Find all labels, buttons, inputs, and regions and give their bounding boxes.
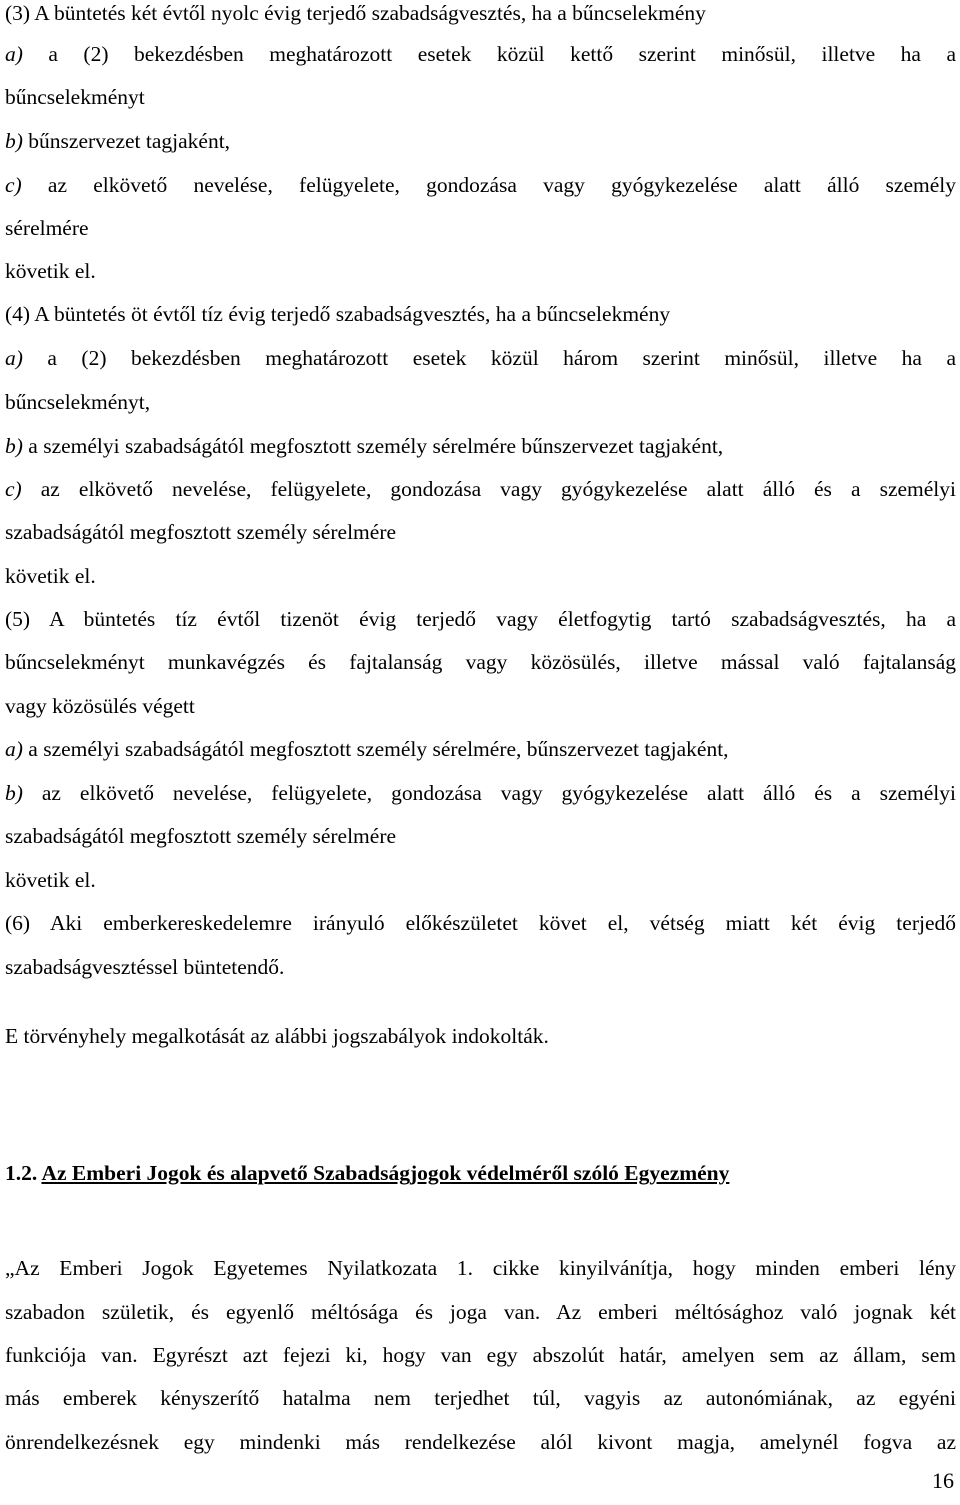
text-line-s5-3 bbox=[5, 693, 956, 719]
item-label: b) bbox=[5, 434, 23, 458]
text-line-s5-a bbox=[5, 736, 956, 762]
text-line-s4-intro bbox=[5, 301, 956, 327]
text-line-p-5 bbox=[5, 1429, 956, 1455]
item-label: c) bbox=[5, 173, 22, 197]
line-text: az elkövető nevelése, felügyelete, gondozása vagy gyógykezelése alatt álló személy bbox=[21, 173, 956, 197]
text-line-s3-end bbox=[5, 258, 956, 284]
line-text: bűncselekményt, bbox=[5, 390, 151, 414]
text-line-s3-a-2 bbox=[5, 84, 956, 110]
text-line-s6-2 bbox=[5, 954, 956, 980]
line-text: szabadságától megfosztott személy sérelmére bbox=[5, 520, 397, 544]
line-text: az elkövető nevelése, felügyelete, gondozása vagy gyógykezelése alatt álló és a személyi bbox=[21, 477, 956, 501]
text-line-p-4 bbox=[5, 1385, 956, 1411]
line-text: a személyi szabadságától megfosztott személy sérelmére, bűnszervezet tagjaként, bbox=[22, 737, 729, 761]
text-line-s3-b bbox=[5, 128, 956, 154]
text-line-s5-1 bbox=[5, 606, 956, 632]
line-text: a személyi szabadságától megfosztott személy sérelmére bűnszervezet tagjaként, bbox=[22, 434, 724, 458]
line-text: a (2) bekezdésben meghatározott esetek közül három szerint minősül, illetve ha a bbox=[22, 346, 956, 370]
line-text: szabadon születik, és egyenlő méltósága és joga van. Az emberi méltósághoz való jognak két bbox=[5, 1300, 956, 1324]
line-text: követik el. bbox=[5, 564, 96, 588]
text-line-s4-a-2 bbox=[5, 389, 956, 415]
line-text: szabadságától megfosztott személy sérelmére bbox=[5, 824, 397, 848]
text-line-s3-a-1 bbox=[5, 41, 956, 67]
text-line-s4-c-2 bbox=[5, 519, 956, 545]
line-text: (6) Aki emberkereskedelemre irányuló előkészületet követ el, vétség miatt két évig terjedő bbox=[5, 911, 956, 935]
text-line-s4-a-1 bbox=[5, 345, 956, 371]
text-line-s5-2 bbox=[5, 649, 956, 675]
line-text: (3) A büntetés két évtől nyolc évig terjedő szabadságvesztés, ha a bűncselekmény bbox=[5, 1, 706, 25]
line-text: „Az Emberi Jogok Egyetemes Nyilatkozata 1. cikke kinyilvánítja, hogy minden emberi lény bbox=[5, 1256, 956, 1280]
line-text: bűncselekményt bbox=[5, 85, 145, 109]
item-label: b) bbox=[5, 781, 23, 805]
line-text: követik el. bbox=[5, 259, 96, 283]
line-text: bűnszervezet tagjaként, bbox=[22, 129, 231, 153]
line-text: követik el. bbox=[5, 868, 96, 892]
item-label: c) bbox=[5, 477, 22, 501]
item-label: b) bbox=[5, 129, 23, 153]
text-line-s5-b-2 bbox=[5, 823, 956, 849]
text-line-p-2 bbox=[5, 1299, 956, 1325]
text-line-s4-b bbox=[5, 433, 956, 459]
line-text: funkciója van. Egyrészt azt fejezi ki, hogy van egy abszolút határ, amelyen sem az állam, sem bbox=[5, 1343, 956, 1367]
line-text: (5) A büntetés tíz évtől tizenöt évig terjedő vagy életfogytig tartó szabadságvesztés, ha a bbox=[5, 607, 956, 631]
text-line-s3-intro bbox=[5, 0, 956, 26]
line-text: más emberek kényszerítő hatalma nem terjedhet túl, vagyis az autonómiának, az egyéni bbox=[5, 1386, 956, 1410]
text-line-s3-c-1 bbox=[5, 172, 956, 198]
line-text: önrendelkezésnek egy mindenki más rendelkezése alól kivont magja, amelynél fogva az bbox=[5, 1430, 956, 1454]
line-text: vagy közösülés végett bbox=[5, 694, 195, 718]
line-text: 1.2. Az Emberi Jogok és alapvető Szabadságjogok védelméről szóló Egyezmény bbox=[5, 1161, 730, 1185]
line-text: sérelmére bbox=[5, 216, 89, 240]
line-text: E törvényhely megalkotását az alábbi jogszabályok indokolták. bbox=[5, 1024, 549, 1048]
text-line-s4-end bbox=[5, 563, 956, 589]
text-line-s3-c-2 bbox=[5, 215, 956, 241]
text-line-s4-c-1 bbox=[5, 476, 956, 502]
text-line-heading bbox=[5, 1160, 956, 1186]
item-label: a) bbox=[5, 346, 23, 370]
line-text: (4) A büntetés öt évtől tíz évig terjedő szabadságvesztés, ha a bűncselekmény bbox=[5, 302, 671, 326]
page-number: 16 bbox=[932, 1468, 954, 1493]
item-label: a) bbox=[5, 42, 23, 66]
line-text: az elkövető nevelése, felügyelete, gondozása vagy gyógykezelése alatt álló és a személyi bbox=[22, 781, 956, 805]
text-line-p-3 bbox=[5, 1342, 956, 1368]
item-label: a) bbox=[5, 737, 23, 761]
line-text: a (2) bekezdésben meghatározott esetek közül kettő szerint minősül, illetve ha a bbox=[22, 42, 956, 66]
text-line-p-1 bbox=[5, 1255, 956, 1281]
text-line-s5-b-1 bbox=[5, 780, 956, 806]
text-line-conclusion bbox=[5, 1023, 956, 1049]
text-line-s6-1 bbox=[5, 910, 956, 936]
text-line-s5-end bbox=[5, 867, 956, 893]
line-text: bűncselekményt munkavégzés és fajtalanság vagy közösülés, illetve mással való fajtalanság bbox=[5, 650, 956, 674]
line-text: szabadságvesztéssel büntetendő. bbox=[5, 955, 285, 979]
